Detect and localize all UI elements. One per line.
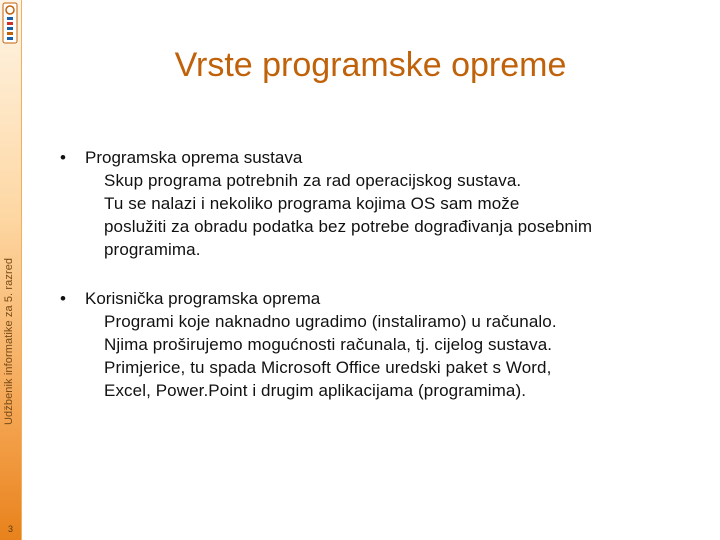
bullet-item: [60, 146, 710, 261]
page-number: 3: [7, 524, 13, 534]
book-title-vertical: Udžbenik informatike za 5. razred: [3, 257, 15, 425]
bullet-item: [60, 287, 710, 402]
bullet-dot-icon: •: [60, 148, 66, 167]
bullet-dot-icon: •: [60, 289, 66, 308]
slide-content: [60, 146, 710, 402]
bullet-line: Tu se nalazi i nekoliko programa kojima OS sam može: [104, 194, 520, 213]
bullet-line: poslužiti za obradu podatka bez potrebe dograđivanja posebnim: [104, 217, 593, 236]
bullet-line: programima.: [104, 240, 201, 259]
bullet-line: Primjerice, tu spada Microsoft Office uredski paket s Word,: [104, 358, 552, 377]
bullet-line: Programi koje naknadno ugradimo (instaliramo) u računalo.: [104, 312, 557, 331]
sidebar-strip: [0, 0, 22, 540]
bullet-line: Njima proširujemo mogućnosti računala, tj. cijelog sustava.: [104, 335, 553, 354]
bullet-heading: Programska oprema sustava: [85, 148, 303, 167]
bullet-heading: Korisnička programska oprema: [85, 289, 321, 308]
publisher-logo-icon: [2, 2, 18, 44]
bullet-line: Skup programa potrebnih za rad operacijskog sustava.: [104, 171, 522, 190]
slide-title: Vrste programske opreme: [174, 46, 567, 84]
bullet-line: Excel, Power.Point i drugim aplikacijama (programima).: [104, 381, 527, 400]
